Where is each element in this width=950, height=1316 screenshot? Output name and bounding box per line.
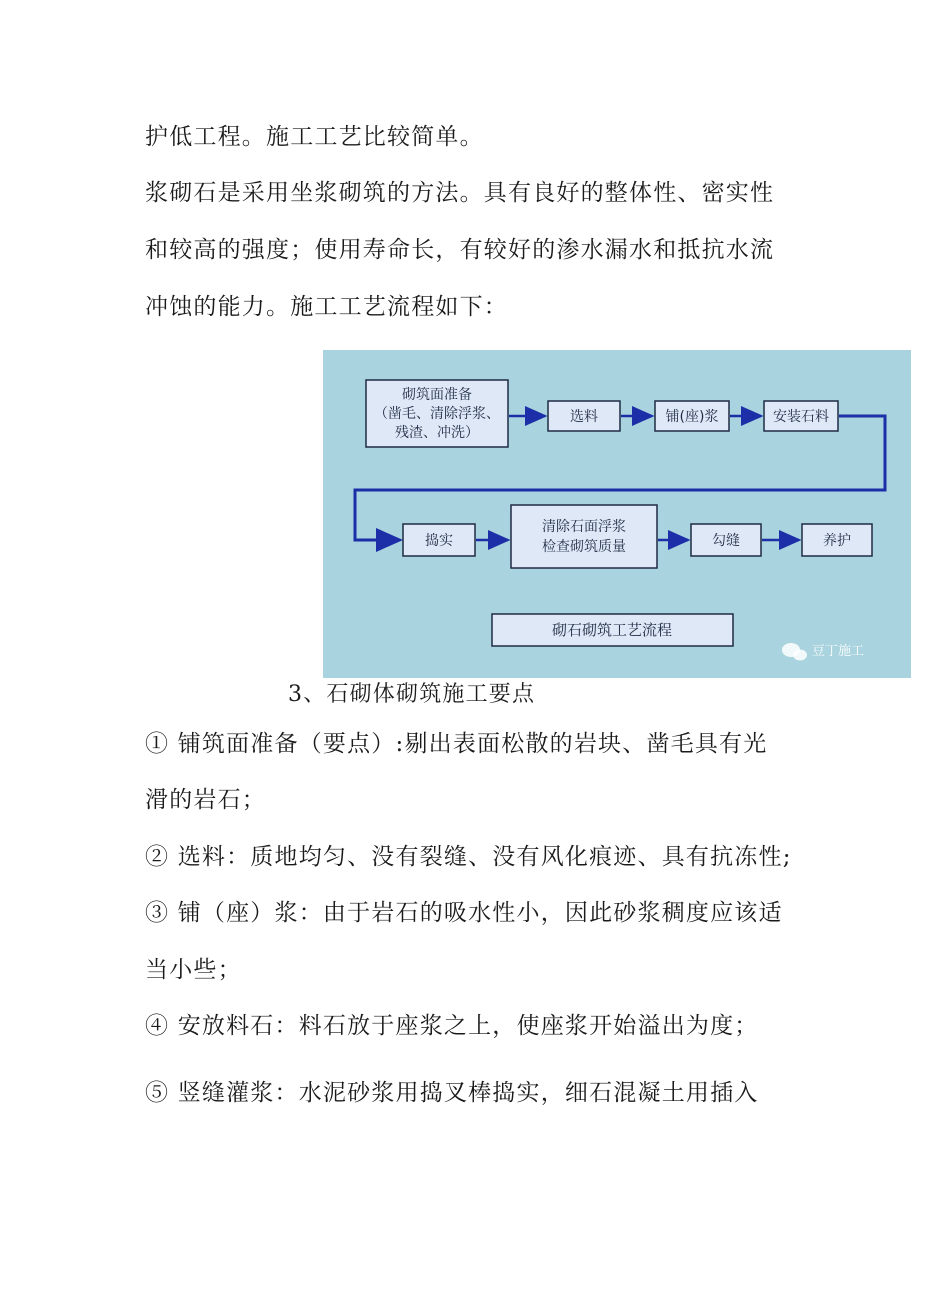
paragraph-line: 护低工程。施工工艺比较简单。 (145, 124, 484, 150)
box-prep-label: 残渣、冲洗） (395, 425, 479, 441)
list-item: ③ 铺（座）浆：由于岩石的吸水性小，因此砂浆稠度应该适 (145, 900, 783, 926)
box-install-label: 安装石料 (773, 409, 829, 425)
list-item: ④ 安放料石：料石放于座浆之上，使座浆开始溢出为度； (145, 1013, 759, 1039)
paragraph-line: 浆砌石是采用坐浆砌筑的方法。具有良好的整体性、密实性 (145, 180, 775, 206)
flowchart-caption: 砌石砌筑工艺流程 (551, 621, 673, 639)
paragraph-line: 和较高的强度；使用寿命长，有较好的渗水漏水和抵抗水流 (145, 237, 775, 263)
wechat-icon (782, 643, 807, 661)
box-clean-label: 检查砌筑质量 (542, 539, 626, 555)
box-prep-label: （凿毛、清除浮浆、 (374, 406, 500, 422)
watermark: 豆丁施工 (812, 644, 865, 659)
box-clean (511, 505, 657, 568)
flowchart-canvas (323, 350, 911, 678)
box-select-label: 选料 (570, 409, 598, 425)
box-point-label: 勾缝 (712, 533, 740, 549)
list-item: ② 选料：质地均匀、没有裂缝、没有风化痕迹、具有抗冻性; (145, 844, 792, 870)
paragraph-line: 冲蚀的能力。施工工艺流程如下： (145, 294, 508, 320)
box-cure-label: 养护 (823, 533, 851, 549)
list-item: 当小些； (145, 957, 242, 983)
process-flowchart (323, 350, 911, 678)
list-item: ① 铺筑面准备（要点）:剔出表面松散的岩块、凿毛具有光 (145, 731, 768, 757)
list-item: 滑的岩石； (145, 787, 266, 813)
box-prep-label: 砌筑面准备 (402, 387, 472, 403)
section-heading: 3、石砌体砌筑施工要点 (288, 682, 536, 707)
box-clean-label: 清除石面浮浆 (542, 519, 626, 535)
list-item: ⑤ 竖缝灌浆：水泥砂浆用捣叉棒捣实，细石混凝土用插入 (145, 1080, 759, 1106)
box-mortar-label: 铺(座)浆 (665, 409, 719, 425)
box-tamp-label: 捣实 (425, 533, 453, 549)
